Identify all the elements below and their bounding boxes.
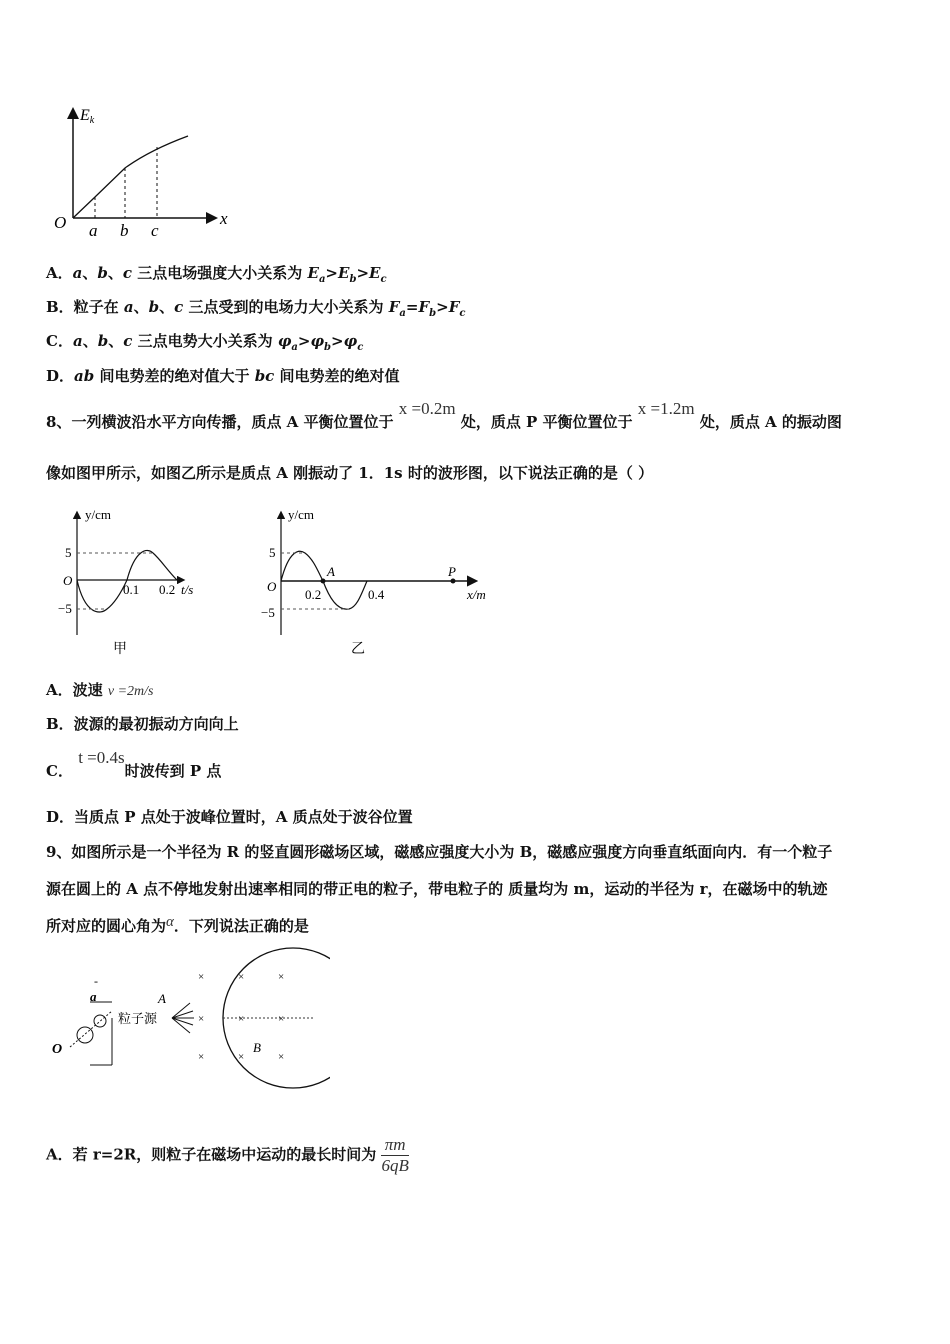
yi-x-label: x/m [467,587,486,602]
jia-x-label: t/s [181,582,194,597]
svg-text:×: × [198,971,205,983]
svg-text:×: × [198,1013,205,1025]
jia-y-label: y/cm [85,507,111,522]
jia-caption: 甲 [113,642,127,657]
fig-point-b: B [253,1040,261,1055]
q7-option-d[interactable]: D．ab 间电势差的绝对值大于 bc 间电势差的绝对值 [46,367,400,385]
svg-text:×: × [198,1051,205,1063]
point-c-label: c [151,221,159,240]
fig-angle-label: a [90,989,97,1004]
jia-tick-neg5: −5 [58,601,72,616]
point-b-label: b [120,221,129,240]
yi-point-p [451,579,456,584]
yi-point-a [321,579,326,584]
yi-tick-5: 5 [269,545,276,560]
jia-tick-5: 5 [65,545,72,560]
q8-option-a[interactable]: A．波速 v =2m/s [46,681,154,699]
q8-stem-line1: 8、一列横波沿水平方向传播，质点 A 平衡位置位于 x =0.2m 处，质点 P 平衡位置位于 x =1.2m 处，质点 A 的振动图 [46,399,842,431]
jia-tick-01: 0.1 [123,582,140,597]
q8-option-d[interactable]: D．当质点 P 点处于波峰位置时，A 质点处于波谷位置 [46,808,413,826]
q9-stem-line1: 9、如图所示是一个半径为 R 的竖直圆形磁场区域，磁感应强度大小为 B，磁感应强度方向垂直纸面向内．有一个粒子 [46,843,833,861]
q8-stem-line2: 像如图甲所示，如图乙所示是质点 A 刚振动了 1．1s 时的波形图，以下说法正确的是（ ） [46,464,654,482]
fig-point-a: A [158,991,166,1006]
q8-option-c[interactable]: C． t =0.4s时波传到 P 点 [46,748,222,780]
svg-text:×: × [278,971,285,983]
jia-origin: O [63,573,73,588]
magnetic-field-figure [50,945,330,1095]
vibration-graph-jia [55,505,215,660]
svg-text:×: × [238,1013,245,1025]
fig-minus-sign: - [94,974,98,988]
origin-label: O [54,213,67,232]
svg-text:×: × [278,1051,285,1063]
q9-stem-line3: 所对应的圆心角为α．下列说法正确的是 [46,914,309,935]
q7-option-b[interactable]: B．粒子在 a、b、c 三点受到的电场力大小关系为 $F_a=F_b>F_c$ [46,298,466,319]
cross-marks [198,971,284,1063]
emission-arrows [172,1003,194,1033]
yi-tick-04: 0.4 [368,587,385,602]
q7-option-c[interactable]: C．a、b、c 三点电势大小关系为 $\varphi_a>\varphi_b>\varphi_c$ [46,332,364,353]
q9-option-a[interactable]: A．若 r=2R，则粒子在磁场中运动的最长时间为 $\frac{\pi m}{6qB}$ [46,1135,409,1175]
ek-curve [73,136,188,218]
fraction-pi-m-over-6qB: $\frac{\pi m}{6qB}$ [381,1135,409,1175]
yi-caption: 乙 [351,642,365,657]
x-label: x [220,209,228,228]
q8-option-b[interactable]: B．波源的最初振动方向向上 [46,715,239,733]
particle-source-label: 粒子源 [118,1011,158,1026]
yi-tick-neg5: −5 [261,605,275,620]
svg-text:×: × [278,1013,285,1025]
ek-x-graph [50,100,240,245]
jia-tick-02: 0.2 [159,582,176,597]
yi-tick-02: 0.2 [305,587,322,602]
yi-origin: O [267,579,277,594]
fig-origin: O [52,1042,63,1057]
svg-text:×: × [238,1051,245,1063]
point-a-label: a [89,221,98,240]
svg-text:×: × [238,971,245,983]
yi-a-label: A [327,564,335,579]
wave-graph-yi [255,505,505,660]
yi-y-label: y/cm [288,507,314,522]
q9-stem-line2: 源在圆上的 A 点不停地发射出速率相同的带正电的粒子，带电粒子的 质量均为 m，运动的半径为 r，在磁场中的轨迹 [46,880,828,898]
yi-p-label: P [448,564,456,579]
q7-option-a[interactable]: A．a、b、c 三点电场强度大小关系为 $E_a>E_b>E_c$ [46,264,387,285]
y-label: Ek [80,107,95,126]
